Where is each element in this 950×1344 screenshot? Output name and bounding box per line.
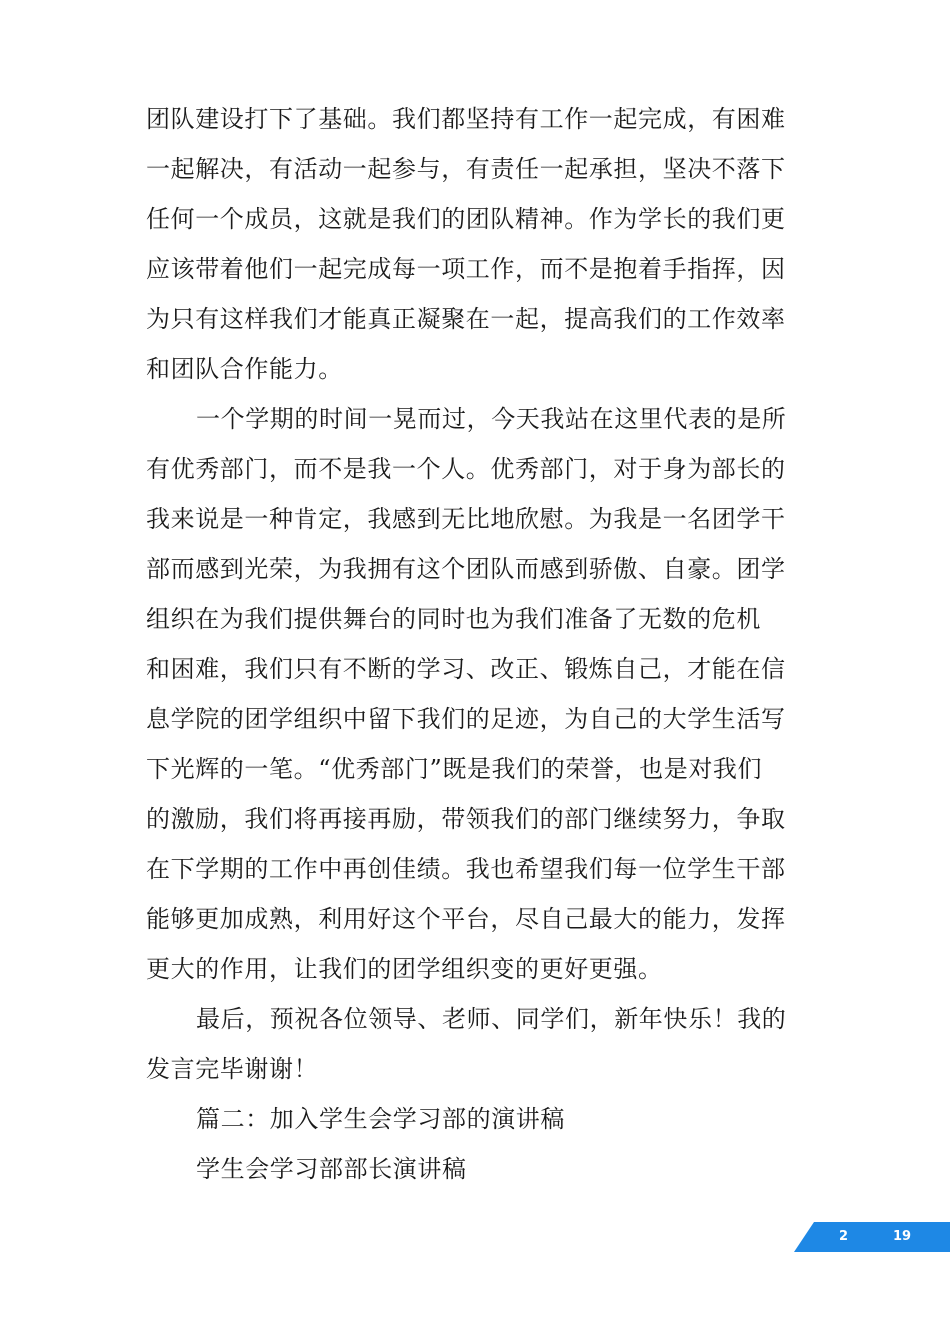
- page-tab-shape: [794, 1222, 950, 1252]
- text-line: 有优秀部门，而不是我一个人。优秀部门，对于身为部长的: [146, 455, 786, 483]
- section-subheading: 学生会学习部部长演讲稿: [196, 1155, 467, 1183]
- text-line: 任何一个成员，这就是我们的团队精神。作为学长的我们更: [146, 205, 786, 233]
- text-line: 发言完毕谢谢！: [146, 1055, 319, 1083]
- text-line: 组织在为我们提供舞台的同时也为我们准备了无数的危机: [146, 605, 761, 633]
- text-line: 部而感到光荣，为我拥有这个团队而感到骄傲、自豪。团学: [146, 555, 786, 583]
- text-line: 更大的作用，让我们的团学组织变的更好更强。: [146, 955, 663, 983]
- current-page-number: 2: [839, 1229, 849, 1244]
- section-heading: 篇二：加入学生会学习部的演讲稿: [196, 1105, 565, 1133]
- text-line: 和团队合作能力。: [146, 355, 343, 383]
- text-line: 最后，预祝各位领导、老师、同学们，新年快乐！我的: [196, 1005, 787, 1033]
- text-line: 下光辉的一笔。“优秀部门”既是我们的荣誉，也是对我们: [146, 755, 763, 783]
- text-line: 能够更加成熟，利用好这个平台，尽自己最大的能力，发挥: [146, 905, 786, 933]
- text-line: 在下学期的工作中再创佳绩。我也希望我们每一位学生干部: [146, 855, 786, 883]
- text-line: 一个学期的时间一晃而过，今天我站在这里代表的是所: [196, 405, 787, 433]
- total-pages-number: 19: [893, 1229, 912, 1244]
- text-line: 为只有这样我们才能真正凝聚在一起，提高我们的工作效率: [146, 305, 786, 333]
- text-line: 的激励，我们将再接再励，带领我们的部门继续努力，争取: [146, 805, 786, 833]
- text-line: 应该带着他们一起完成每一项工作，而不是抱着手指挥，因: [146, 255, 786, 283]
- text-line: 团队建设打下了基础。我们都坚持有工作一起完成，有困难: [146, 105, 786, 133]
- page-number-tab: [794, 1222, 950, 1252]
- text-line: 息学院的团学组织中留下我们的足迹，为自己的大学生活写: [146, 705, 786, 733]
- text-line: 和困难，我们只有不断的学习、改正、锻炼自己，才能在信: [146, 655, 786, 683]
- text-line: 一起解决，有活动一起参与，有责任一起承担，坚决不落下: [146, 155, 786, 183]
- text-line: 我来说是一种肯定，我感到无比地欣慰。为我是一名团学干: [146, 505, 786, 533]
